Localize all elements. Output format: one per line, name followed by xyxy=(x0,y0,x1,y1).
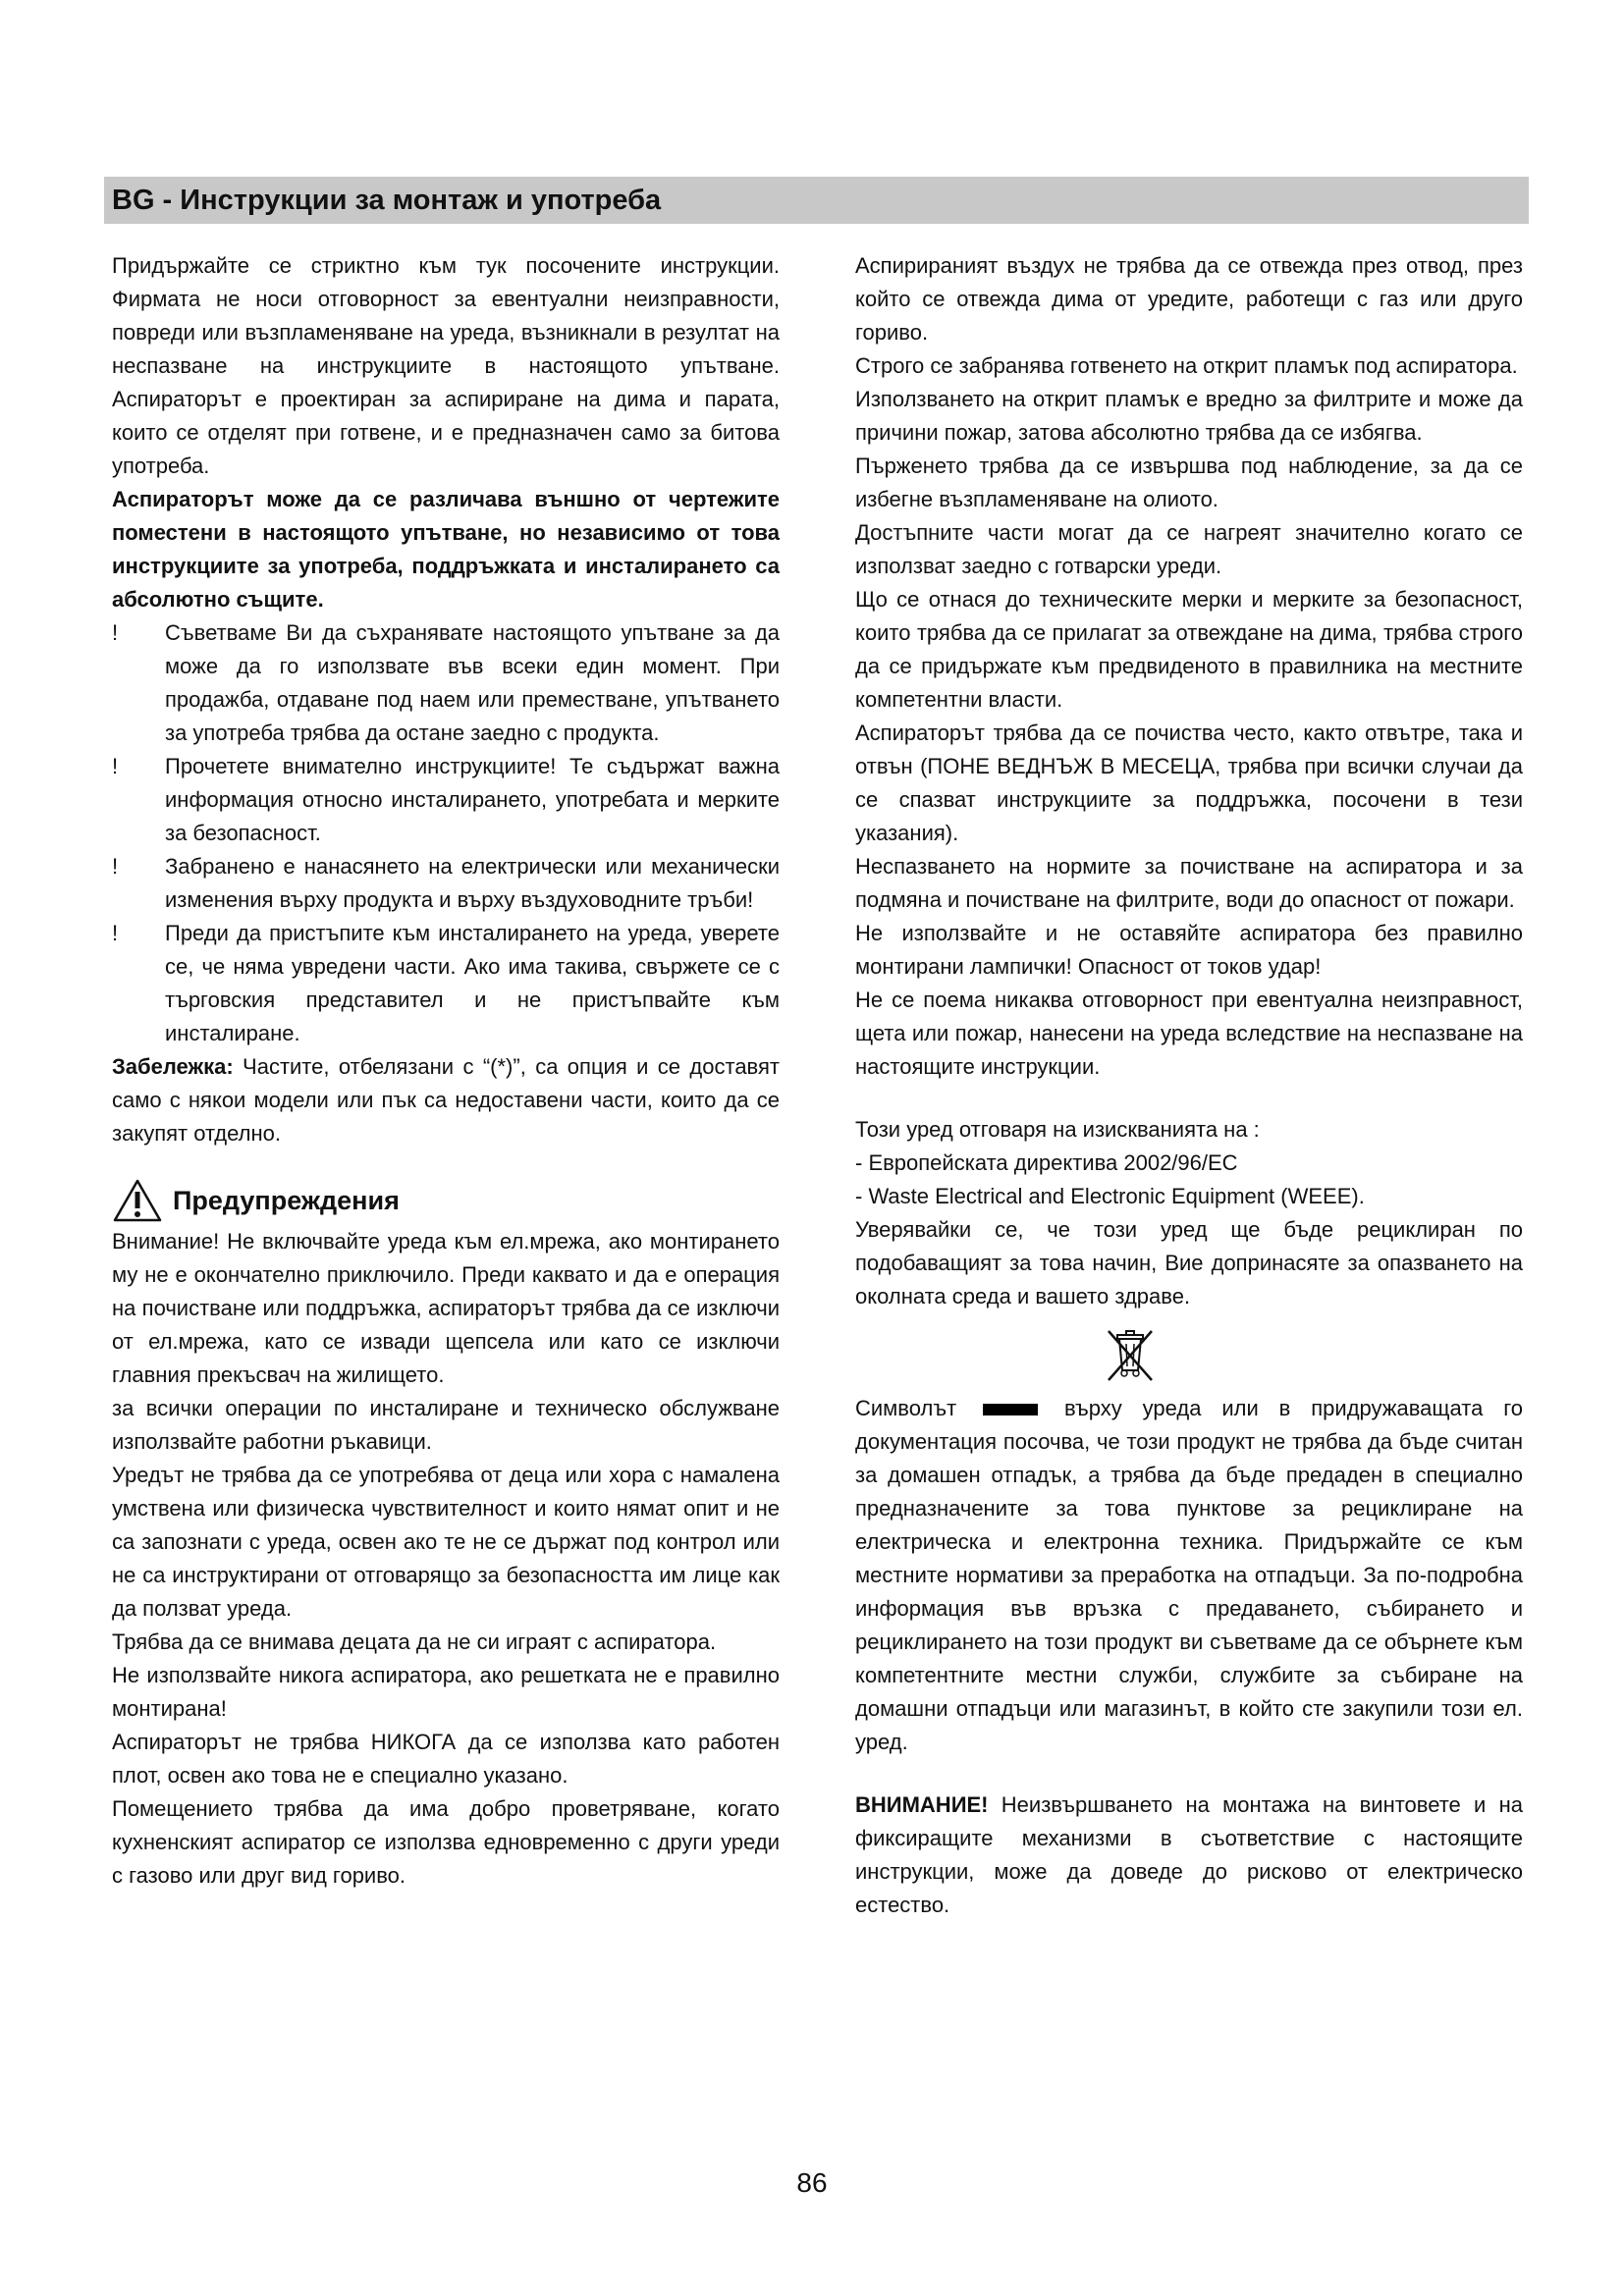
warning-paragraph: Трябва да се внимава децата да не си играят с аспиратора. xyxy=(112,1629,717,1654)
intro-paragraph: Придържайте се стриктно към тук посочените инструкции. Фирмата не носи отговорност за евентуални неизправности, повреди или възпламеняване на уреда, възникнали в резултат на неспазване на инструкциите в настоящото упътване. Аспираторът е проектиран за аспириране на дима и парата, които се отделят при готвене, и е предназначен само за битова употреба. xyxy=(112,253,780,478)
bullet-item xyxy=(112,616,780,750)
crossed-bin-icon xyxy=(1101,1325,1160,1388)
safety-paragraph: Аспирираният въздух не трябва да се отвежда през отвод, през който се отвежда дима от уредите, работещи с газ или друго гориво. xyxy=(855,253,1523,345)
note-paragraph xyxy=(112,1050,780,1150)
symbol-paragraph xyxy=(855,1392,1523,1759)
bullet-item xyxy=(112,917,780,1050)
warning-triangle-icon xyxy=(112,1178,163,1223)
safety-paragraph: Използването на открит пламък е вредно за филтрите и може да причини пожар, затова абсолютно трябва да се избягва. xyxy=(855,387,1523,445)
safety-paragraph: Не се поема никаква отговорност при евентуална неизправност, щета или пожар, нанесени на уреда вследствие на неспазване на настоящите инструкции. xyxy=(855,988,1523,1079)
safety-paragraph: Що се отнася до техническите мерки и мерките за безопасност, които трябва да се прилагат за отвеждане на дима, трябва строго да се придържате към предвиденото в правилника на местните компетентни власти. xyxy=(855,587,1523,712)
warning-paragraph: за всички операции по инсталиране и техническо обслужване използвайте работни ръкавици. xyxy=(112,1396,780,1454)
note-text: Частите, отбелязани с “(*)”, са опция и се доставят само с някои модели или пък са недоставени части, които да се закупят отделно. xyxy=(112,1054,780,1146)
right-column xyxy=(855,249,1523,1922)
warnings-title: Предупреждения xyxy=(173,1186,400,1215)
final-warning-label: ВНИМАНИЕ! xyxy=(855,1792,989,1817)
final-warning xyxy=(855,1789,1523,1922)
safety-paragraph: Не използвайте и не оставяйте аспиратора без правилно монтирани лампички! Опасност от токов удар! xyxy=(855,921,1523,979)
page-number: 86 xyxy=(796,2167,828,2198)
exclamation-icon: ! xyxy=(112,754,119,778)
note-label: Забележка: xyxy=(112,1054,234,1079)
bullet-text: Прочетете внимателно инструкциите! Те съдържат важна информация относно инсталирането, употребата и мерките за безопасност. xyxy=(165,754,780,845)
compliance-item: - Waste Electrical and Electronic Equipment (WEEE). xyxy=(855,1184,1365,1208)
left-column xyxy=(112,249,780,1893)
compliance-intro: Този уред отговаря на изискванията на : xyxy=(855,1117,1260,1142)
symbol-word: Символът xyxy=(855,1396,957,1420)
spacer xyxy=(855,1084,1523,1113)
safety-paragraph: Неспазването на нормите за почистване на аспиратора и за подмяна и почистване на филтрите, води до опасност от пожари. xyxy=(855,854,1523,912)
recycle-paragraph: Уверявайки се, че този уред ще бъде рециклиран по подобаващият за това начин, Вие допринасяте за опазването на околната среда и вашето здраве. xyxy=(855,1217,1523,1308)
exclamation-icon: ! xyxy=(112,854,119,879)
symbol-text: върху уреда или в придружаващата го документация посочва, че този продукт не трябва да бъде считан за домашен отпадък, а трябва да бъде предаден в специално предназначените за това пунктове за рециклиране на електрическа и електронна техника. Придържайте се към местните нормативи за преработка на отпадъци. За по-подробна информация във връзка с предаването, събирането и рециклирането на този продукт ви съветваме да се обърнете към компетентните местни служби, службите за събиране на домашни отпадъци или магазинът, в който сте закупили този ел. уред. xyxy=(855,1396,1523,1754)
warning-paragraph: Уредът не трябва да се употребява от деца или хора с намалена умствена или физическа чувствителност и които нямат опит и не са запознати с уреда, освен ако те не се държат под контрол или не са инструктирани от отговарящо за безопасността им лице как да ползват уреда. xyxy=(112,1463,780,1621)
safety-paragraph: Аспираторът трябва да се почиства често, както отвътре, така и отвън (ПОНЕ ВЕДНЪЖ В МЕСЕЦА, трябва при всички случаи да се спазват инструкциите за поддръжка, посочени в тези указания). xyxy=(855,721,1523,845)
bullet-item xyxy=(112,750,780,850)
exclamation-icon: ! xyxy=(112,921,119,945)
warnings-heading xyxy=(112,1176,780,1225)
bullet-text: Преди да пристъпите към инсталирането на уреда, уверете се, че няма увредени части. Ако има такива, свържете се с търговския представител и не пристъпвайте към инсталиране. xyxy=(165,921,780,1045)
warning-paragraph: Аспираторът не трябва НИКОГА да се използва като работен плот, освен ако това не е специално указано. xyxy=(112,1730,780,1788)
warning-paragraph: Не използвайте никога аспиратора, ако решетката не е правилно монтирана! xyxy=(112,1663,780,1721)
warning-paragraph: Помещението трябва да има добро проветряване, когато кухненският аспиратор се използва едновременно с други уреди с газово или друг вид гориво. xyxy=(112,1796,780,1888)
exclamation-icon: ! xyxy=(112,620,119,645)
safety-paragraph: Достъпните части могат да се нагреят значително когато се използват заедно с готварски уреди. xyxy=(855,520,1523,578)
bullet-item xyxy=(112,850,780,917)
final-warning-text: Неизвършването на монтажа на винтовете и на фиксиращите механизми в съответствие с настоящите инструкции, може да доведе до рисково от електрическо естество. xyxy=(855,1792,1523,1917)
spacer xyxy=(855,1759,1523,1789)
weee-symbol xyxy=(855,1325,1523,1388)
bold-note: Аспираторът може да се различава външно от чертежите поместени в настоящото упътване, но независимо от това инструкциите за употреба, поддръжката и инсталирането са абсолютно същите. xyxy=(112,487,780,612)
bullet-text: Съветваме Ви да съхранявате настоящото упътване за да може да го използвате във всеки един момент. При продажба, отдаване под наем или преместване, упътването за употреба трябва да остане заедно с продукта. xyxy=(165,620,780,745)
safety-paragraph: Строго се забранява готвенето на открит пламък под аспиратора. xyxy=(855,353,1518,378)
section-header xyxy=(104,177,1529,224)
warning-paragraph: Внимание! Не включвайте уреда към ел.мрежа, ако монтирането му не е окончателно приключило. Преди каквато и да е операция на почистване или поддръжка, аспираторът трябва да се изключи от ел.мрежа, като се извади щепсела или като се изключи главния прекъсвач на жилището. xyxy=(112,1229,780,1387)
section-title: BG - Инструкции за монтаж и употреба xyxy=(112,184,662,216)
safety-paragraph: Пърженето трябва да се извършва под наблюдение, за да се избегне възпламеняване на олиото. xyxy=(855,454,1523,511)
bullet-text: Забранено е нанасянето на електрически или механически изменения върху продукта и върху въздуховодните тръби! xyxy=(165,854,780,912)
compliance-item: - Европейската директива 2002/96/EC xyxy=(855,1150,1238,1175)
black-bar-symbol xyxy=(983,1404,1038,1415)
